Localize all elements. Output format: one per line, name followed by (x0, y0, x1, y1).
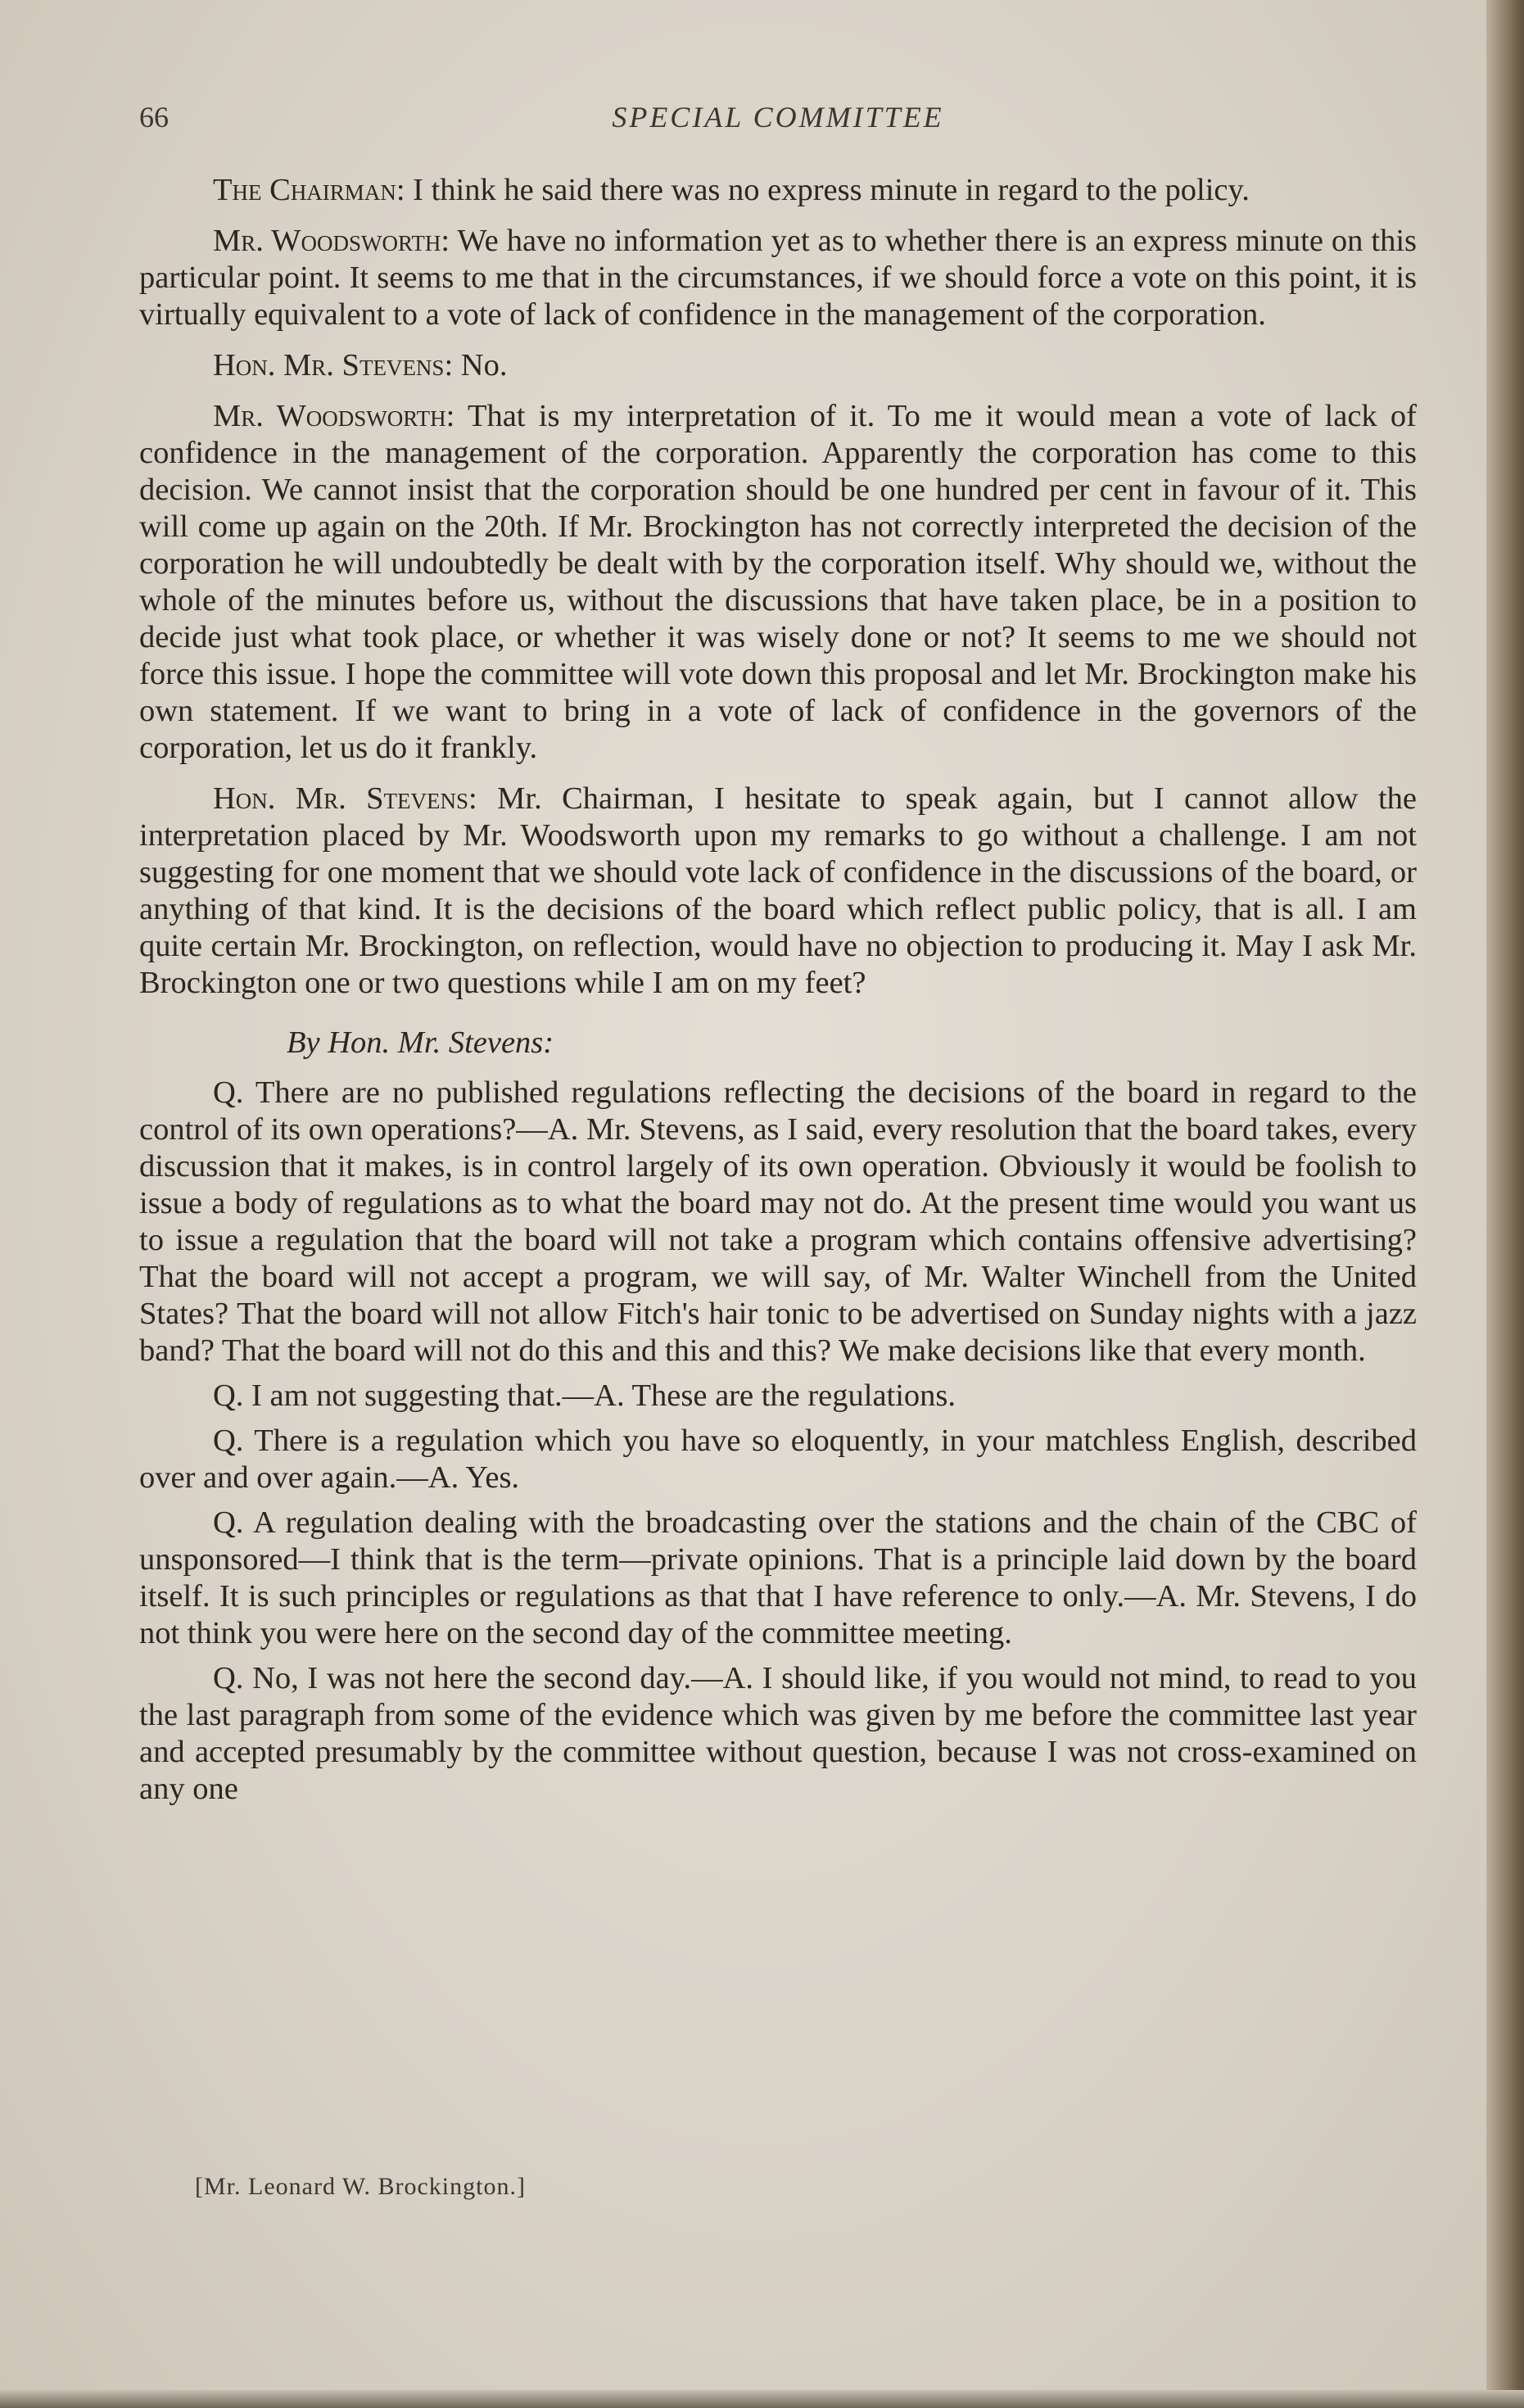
document-body (139, 172, 1417, 1816)
speaker-name: The Chairman: (213, 173, 405, 207)
speaker-name: Hon. Mr. Stevens: (213, 348, 454, 382)
examination-subheading: By Hon. Mr. Stevens: (287, 1025, 554, 1060)
page-header (139, 100, 1417, 141)
paragraph-text: No. (460, 348, 508, 382)
running-head: SPECIAL COMMITTEE (612, 101, 944, 134)
paragraph-text: We have no information yet as to whether there is an express minute on this particular point. It seems to me that in the circumstances, if we should force a vote on this point, it is virtually equivalent to a vote of lack of confidence in the management of the corporation. (139, 224, 1418, 332)
page-number: 66 (139, 101, 169, 134)
question-answer: Q. I am not suggesting that.—A. These are the regulations. (213, 1378, 956, 1413)
speaker-name: Mr. Woodsworth: (213, 399, 455, 433)
question-answer: Q. There is a regulation which you have so eloquently, in your matchless English, described over and over again.—A. Yes. (139, 1424, 1417, 1495)
speaker-name: Mr. Woodsworth: (213, 224, 450, 258)
page-edge-shadow (1486, 0, 1524, 2408)
speaker-name: Hon. Mr. Stevens: (213, 781, 477, 816)
paragraph (139, 223, 1417, 333)
question-answer: Q. There are no published regulations reflecting the decisions of the board in regard to the control of its own operations?—A. Mr. Stevens, as I said, every resolution that the board takes, every discussion that it makes, is in control largely of its own operation. Obviously it would be foolish to issue a body of regulations as to what the board may not do. At the present time would you want us to issue a regulation that the board will not take a program which contains offensive advertising? That the board will not accept a program, we will say, of Mr. Walter Winchell from the United States? That the board will not allow Fitch's hair tonic to be advertised on Sunday nights with a jazz band? That the board will not do this and this and this? We make decisions like that every month. (139, 1075, 1417, 1368)
page-bottom-edge (0, 2390, 1524, 2408)
paragraph (139, 172, 1417, 209)
paragraph-text: Mr. Chairman, I hesitate to speak again, but I cannot allow the interpretation placed by Mr. Woodsworth upon my remarks to go without a challenge. I am not suggesting for one moment that we should vote lack of confidence in the discussions of the board, or anything of that kind. It is the decisions of the board which reflect public policy, that is all. I am quite certain Mr. Brockington, on reflection, would have no objection to producing it. May I ask Mr. Brockington one or two questions while I am on my feet? (139, 781, 1417, 1000)
paragraph (139, 347, 1417, 384)
question-answer: Q. A regulation dealing with the broadcasting over the stations and the chain of the CBC of unsponsored—I think that is the term—private opinions. That is a principle laid down by the board itself. It is such principles or regulations as that that I have reference to only.—A. Mr. Stevens, I do not think you were here on the second day of the committee meeting. (139, 1505, 1417, 1650)
paragraph (139, 781, 1417, 1002)
paragraph-text: That is my interpretation of it. To me it would mean a vote of lack of confidence in the management of the corporation. Apparently the corporation has come to this decision. We cannot insist that the corporation should be one hundred per cent in favour of it. This will come up again on the 20th. If Mr. Brockington has not correctly interpreted the decision of the corporation he will undoubtedly be dealt with by the corporation itself. Why should we, without the whole of the minutes before us, without the discussions that have taken place, be in a position to decide just what took place, or whether it was wisely done or not? It seems to me we should not force this issue. I hope the committee will vote down this proposal and let Mr. Brockington make his own statement. If we want to bring in a vote of lack of confidence in the governors of the corporation, let us do it frankly. (139, 399, 1417, 765)
paragraph-text: I think he said there was no express minute in regard to the policy. (413, 173, 1250, 207)
question-answer: Q. No, I was not here the second day.—A. I should like, if you would not mind, to read to you the last paragraph from some of the evidence which was given by me before the committee last year and accepted presumably by the committee without question, because I was not cross-examined on any one (139, 1661, 1417, 1806)
paragraph (139, 398, 1417, 767)
footer-witness-name: [Mr. Leonard W. Brockington.] (195, 2173, 526, 2200)
